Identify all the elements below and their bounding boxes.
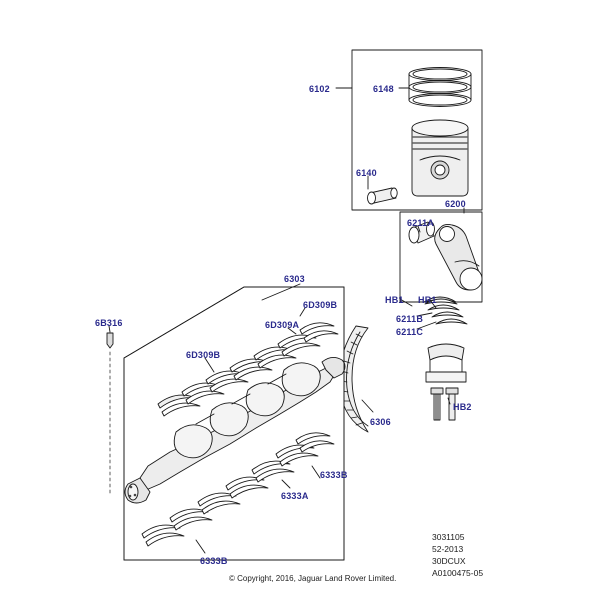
part-label-6d309a: 6D309A [265, 320, 300, 330]
part-label-6d309b: 6D309B [186, 350, 221, 360]
part-label-6d309b: 6D309B [303, 300, 338, 310]
part-label-6306: 6306 [370, 417, 391, 427]
drawing-meta-line: A0100475-05 [432, 568, 484, 578]
drawing-meta-line: 52-2013 [432, 544, 464, 554]
part-label-hb1: HB1 [385, 295, 404, 305]
piston-body [412, 120, 468, 196]
piston-assembly-group [352, 50, 482, 210]
part-label-6303: 6303 [284, 274, 305, 284]
piston-rings-6148 [409, 68, 471, 107]
part-label-6333b: 6333B [320, 470, 348, 480]
part-label-6102: 6102 [309, 84, 330, 94]
dowel-pin-6B316 [107, 333, 113, 496]
part-label-6333b: 6333B [200, 556, 228, 566]
part-label-6333a: 6333A [281, 491, 309, 501]
part-label-hb2: HB2 [453, 402, 472, 412]
drawing-meta-line: 3031105 [432, 532, 465, 542]
part-label-6211a: 6211A [407, 218, 435, 228]
part-label-6211b: 6211B [396, 314, 424, 324]
part-label-hr1: HR1 [418, 295, 437, 305]
drawing-meta-line: 30DCUX [432, 556, 466, 566]
part-label-6211c: 6211C [396, 327, 424, 337]
part-label-6148: 6148 [373, 84, 394, 94]
copyright-notice: © Copyright, 2016, Jaguar Land Rover Limited. [229, 574, 397, 583]
leader-6306 [362, 400, 373, 412]
part-label-6140: 6140 [356, 168, 377, 178]
part-label-6b316: 6B316 [95, 318, 123, 328]
part-label-6200: 6200 [445, 199, 466, 209]
